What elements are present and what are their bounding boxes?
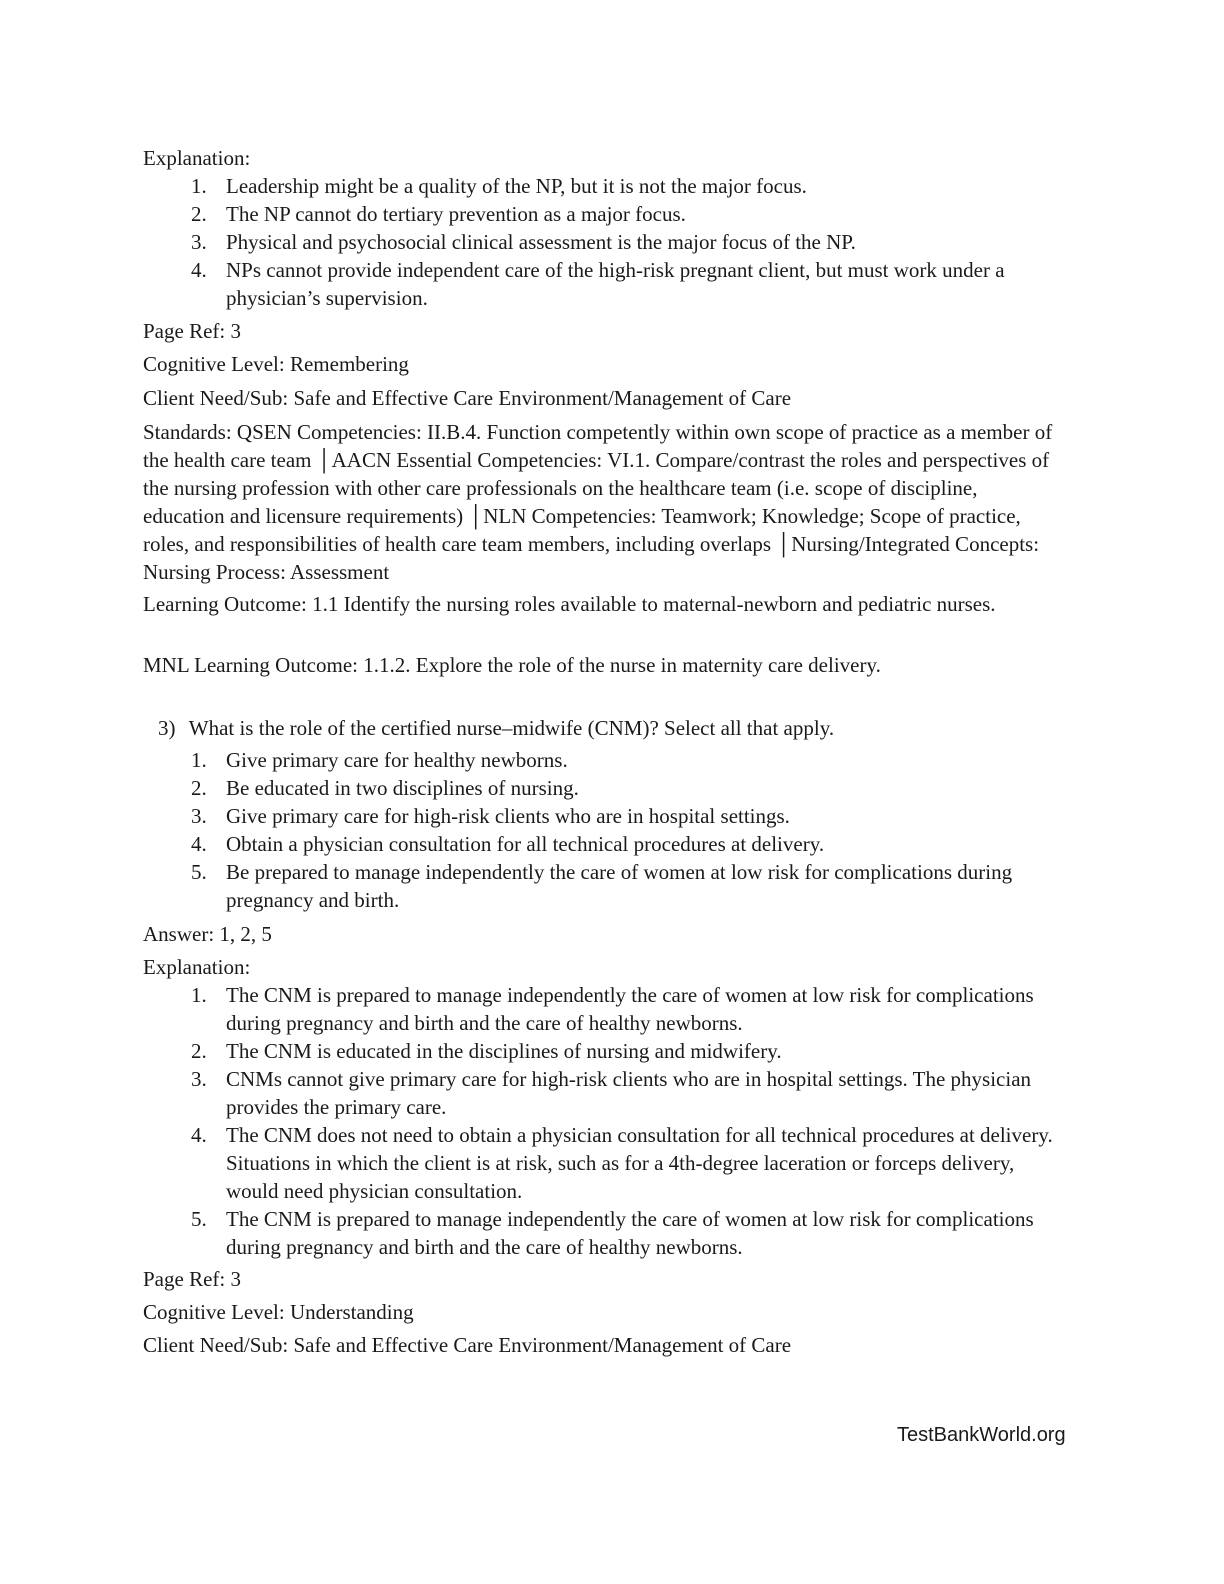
explanation-item	[143, 981, 1063, 1037]
item-text: Physical and psychosocial clinical assessment is the major focus of the NP.	[226, 230, 856, 254]
client-need: Client Need/Sub: Safe and Effective Care Environment/Management of Care	[143, 1333, 792, 1357]
item-number: 1.	[191, 174, 207, 198]
client-need: Client Need/Sub: Safe and Effective Care Environment/Management of Care	[143, 386, 792, 410]
option-number: 4.	[191, 832, 207, 856]
mnl-learning-outcome: MNL Learning Outcome: 1.1.2. Explore the role of the nurse in maternity care delivery.	[143, 653, 881, 677]
explanation-item	[143, 1205, 1063, 1261]
item-text: The CNM does not need to obtain a physician consultation for all technical procedures at delivery. Situations in which the client is at risk, such as for a 4th-degree laceration or forceps delivery, would need physician consultation.	[226, 1123, 1053, 1203]
explanation-item	[143, 1121, 1063, 1205]
answer-option	[143, 858, 1063, 914]
option-text: Obtain a physician consultation for all technical procedures at delivery.	[226, 832, 825, 856]
option-number: 1.	[191, 748, 207, 772]
item-number: 4.	[191, 258, 207, 282]
standards: Standards: QSEN Competencies: II.B.4. Function competently within own scope of practice as a member of the health care team │AACN Essential Competencies: VI.1. Compare/contrast the roles and perspectives of the nursing profession with other care professionals on the healthcare team (i.e. scope of discipline, education and licensure requirements) │NLN Competencies: Teamwork; Knowledge; Scope of practice, roles, and responsibilities of health care team members, including overlaps │Nursing/Integrated Concepts: Nursing Process: Assessment	[143, 420, 1053, 584]
explanation-item	[143, 256, 1063, 312]
explanation-label: Explanation:	[143, 146, 251, 170]
option-text: Give primary care for high-risk clients who are in hospital settings.	[226, 804, 790, 828]
item-text: The NP cannot do tertiary prevention as a major focus.	[226, 202, 686, 226]
question-text: What is the role of the certified nurse–midwife (CNM)? Select all that apply.	[188, 716, 835, 740]
explanation-item	[143, 1037, 1063, 1065]
learning-outcome: Learning Outcome: 1.1 Identify the nursing roles available to maternal-newborn and pediatric nurses.	[143, 592, 996, 616]
item-number: 1.	[191, 983, 207, 1007]
answer-option	[143, 746, 1063, 774]
explanation-item	[143, 200, 1063, 228]
item-text: The CNM is prepared to manage independently the care of women at low risk for complications during pregnancy and birth and the care of healthy newborns.	[226, 983, 1034, 1035]
item-text: NPs cannot provide independent care of the high-risk pregnant client, but must work under a physician’s supervision.	[226, 258, 1005, 310]
watermark-footer: TestBankWorld.org	[897, 1424, 1066, 1446]
item-number: 4.	[191, 1123, 207, 1147]
option-number: 5.	[191, 860, 207, 884]
cognitive-level: Cognitive Level: Understanding	[143, 1300, 414, 1324]
item-text: The CNM is prepared to manage independently the care of women at low risk for complications during pregnancy and birth and the care of healthy newborns.	[226, 1207, 1034, 1259]
item-number: 3.	[191, 1067, 207, 1091]
item-number: 2.	[191, 1039, 207, 1063]
cognitive-level: Cognitive Level: Remembering	[143, 352, 409, 376]
item-text: The CNM is educated in the disciplines of nursing and midwifery.	[226, 1039, 782, 1063]
explanation-list	[143, 172, 1063, 312]
option-number: 2.	[191, 776, 207, 800]
explanation-item	[143, 172, 1063, 200]
explanation-item	[143, 1065, 1063, 1121]
answer-option	[143, 774, 1063, 802]
item-text: Leadership might be a quality of the NP, but it is not the major focus.	[226, 174, 807, 198]
explanation-list	[143, 981, 1063, 1261]
answer-option	[143, 830, 1063, 858]
option-number: 3.	[191, 804, 207, 828]
explanation-label: Explanation:	[143, 955, 251, 979]
item-number: 3.	[191, 230, 207, 254]
question-number: 3)	[158, 716, 176, 740]
answer: Answer: 1, 2, 5	[143, 922, 272, 946]
answer-options	[143, 746, 1063, 914]
answer-option	[143, 802, 1063, 830]
page-ref: Page Ref: 3	[143, 319, 241, 343]
option-text: Be prepared to manage independently the care of women at low risk for complications during pregnancy and birth.	[226, 860, 1013, 912]
option-text: Give primary care for healthy newborns.	[226, 748, 568, 772]
item-text: CNMs cannot give primary care for high-risk clients who are in hospital settings. The physician provides the primary care.	[226, 1067, 1032, 1119]
question-3	[158, 714, 834, 742]
option-text: Be educated in two disciplines of nursing.	[226, 776, 579, 800]
item-number: 2.	[191, 202, 207, 226]
page-ref: Page Ref: 3	[143, 1267, 241, 1291]
item-number: 5.	[191, 1207, 207, 1231]
explanation-item	[143, 228, 1063, 256]
